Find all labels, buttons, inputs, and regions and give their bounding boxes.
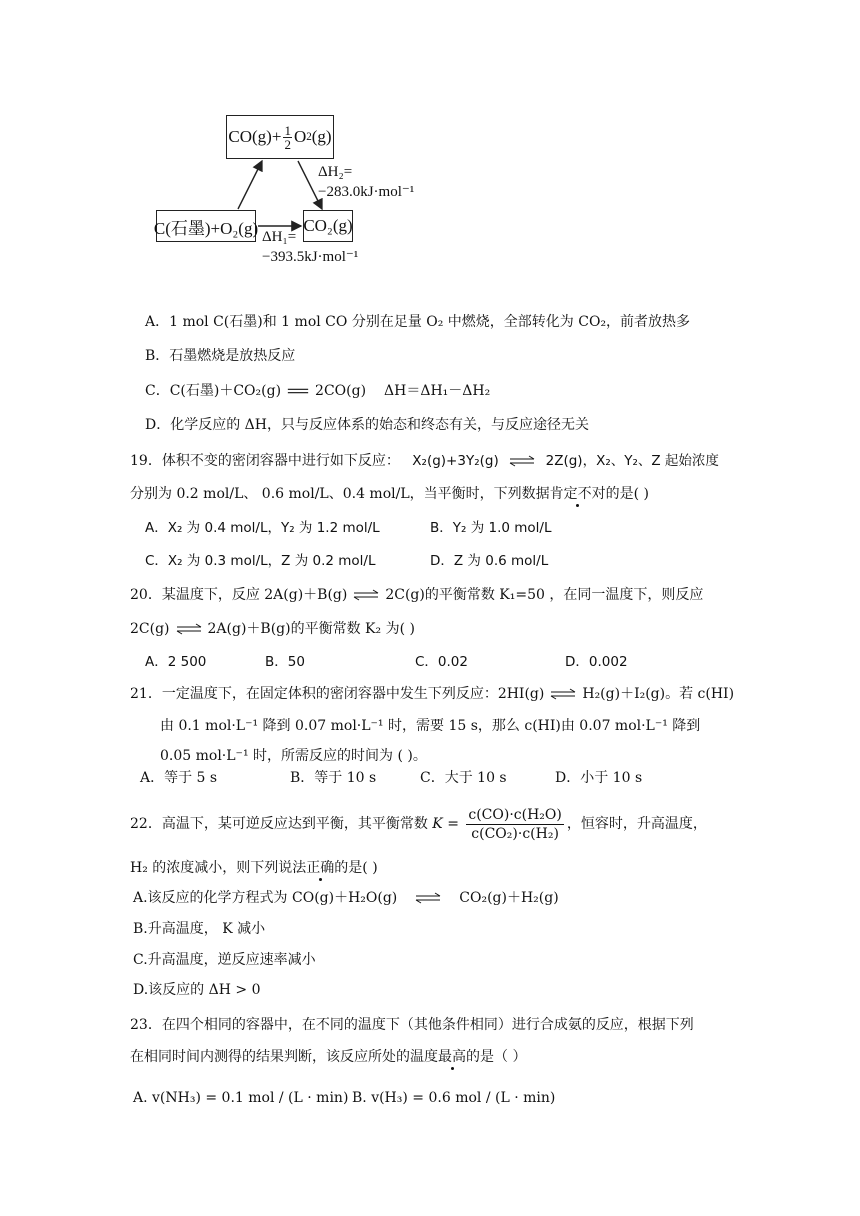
q22-option-a: A.该反应的化学方程式为 CO(g)＋H₂O(g) CO₂(g)＋H₂(g) <box>133 890 559 906</box>
q22-stem-line1: 22．高温下，某可逆反应达到平衡，其平衡常数 K = $\frac{\text{c(CO)·c(H₂O)}}{\text{c(CO₂)·c(H₂)}}$ ，恒容时，升高温度， <box>130 806 707 842</box>
equilibrium-arrow-icon <box>550 688 576 700</box>
q23-option-b: B. v(H₃) = 0.6 mol / (L · min) <box>352 1090 556 1106</box>
q22-option-b: B.升高温度， K 减小 <box>133 921 266 937</box>
equilibrium-arrow-icon <box>353 589 379 601</box>
q21-option-a: A．等于 5 s <box>140 770 218 786</box>
dh2-label: ΔH₂= <box>318 164 353 180</box>
q20-stem-line2: 2C(g) 2A(g)＋B(g)的平衡常数 K₂ 为( ) <box>130 621 415 637</box>
q21-stem-line3: 0.05 mol·L⁻¹ 时，所需反应的时间为 ( )。 <box>160 748 427 764</box>
q23-option-a: A. v(NH₃) = 0.1 mol / (L · min) <box>133 1090 349 1106</box>
dh2-value: −283.0kJ·mol⁻¹ <box>318 184 415 200</box>
q21-option-c: C．大于 10 s <box>420 770 507 786</box>
q20-stem-line1: 20．某温度下，反应 2A(g)＋B(g) 2C(g)的平衡常数 K₁=50 ，在同一温度下，则反应 <box>130 587 704 603</box>
box-graphite-o2: C(石墨)+O₂(g) <box>156 210 256 242</box>
q21-option-b: B．等于 10 s <box>290 770 377 786</box>
q21-stem-line2: 由 0.1 mol·L⁻¹ 降到 0.07 mol·L⁻¹ 时，需要 15 s，那么 c(HI)由 0.07 mol·L⁻¹ 降到 <box>160 718 701 734</box>
emphasis-text: 肯定不对 <box>549 486 606 502</box>
equilibrium-arrow-icon <box>176 623 202 635</box>
arrow-up-left <box>238 161 262 209</box>
q18-option-c: C．C(石墨)＋CO₂(g) 2CO(g) ΔH＝ΔH₁－ΔH₂ <box>145 383 491 399</box>
q19-stem-line2: 分别为 0.2 mol/L、 0.6 mol/L、0.4 mol/L，当平衡时，下列数据肯定不对的是( ) <box>130 486 650 502</box>
dh1-label: ΔH₁= <box>262 229 297 245</box>
equilibrium-constant-fraction: $\frac{\text{c(CO)·c(H₂O)}}{\text{c(CO₂)·c(H₂)}}$ <box>468 806 562 842</box>
q19-stem-line1: 19．体积不变的密闭容器中进行如下反应： X₂(g)+3Y₂(g) 2Z(g)，X₂、Y₂、Z 起始浓度 <box>130 453 719 469</box>
q18-option-b: B．石墨燃烧是放热反应 <box>145 348 296 364</box>
k-symbol: K = <box>432 816 459 832</box>
q20-option-d: D．0.002 <box>565 654 628 670</box>
q20-option-c: C．0.02 <box>415 654 468 670</box>
equals-sign-icon <box>287 385 309 397</box>
q19-option-a: A．X₂ 为 0.4 mol/L，Y₂ 为 1.2 mol/L <box>145 520 380 536</box>
emphasis-text: 最高 <box>438 1049 466 1065</box>
fraction-half: $\frac{1}{2}$ <box>284 122 291 152</box>
dh1-value: −393.5kJ·mol⁻¹ <box>262 249 359 265</box>
q18-option-a: A．1 mol C(石墨)和 1 mol CO 分别在足量 O₂ 中燃烧，全部转化为 CO₂，前者放热多 <box>145 314 691 330</box>
box-co2: CO₂(g) <box>303 210 353 242</box>
q19-option-b: B．Y₂ 为 1.0 mol/L <box>430 520 552 536</box>
q23-stem-line1: 23．在四个相同的容器中，在不同的温度下（其他条件相同）进行合成氨的反应，根据下列 <box>130 1017 694 1033</box>
emphasis-text: 正确 <box>306 860 335 876</box>
q20-option-a: A．2 500 <box>145 654 207 670</box>
box-co-o2: CO(g)+ $\frac{1}{2}$ O 2 (g) <box>226 115 334 159</box>
q19-option-d: D．Z 为 0.6 mol/L <box>430 553 549 569</box>
q23-stem-line2: 在相同时间内测得的结果判断，该反应所处的温度最高的是（ ） <box>130 1049 527 1065</box>
q22-option-c: C.升高温度，逆反应速率减小 <box>133 952 316 968</box>
q21-option-d: D．小于 10 s <box>555 770 643 786</box>
q22-stem-line2: H₂ 的浓度减小，则下列说法正确的是( ) <box>130 860 378 876</box>
q20-option-b: B．50 <box>265 654 305 670</box>
q18-option-d: D．化学反应的 ΔH，只与反应体系的始态和终态有关，与反应途径无关 <box>145 417 589 433</box>
equilibrium-arrow-icon <box>509 455 535 467</box>
enthalpy-cycle-diagram <box>150 105 450 275</box>
q21-stem-line1: 21．一定温度下，在固定体积的密闭容器中发生下列反应：2HI(g) H₂(g)＋I₂(g)。若 c(HI) <box>130 686 735 702</box>
q19-option-c: C．X₂ 为 0.3 mol/L，Z 为 0.2 mol/L <box>145 553 376 569</box>
equilibrium-arrow-icon <box>415 892 441 904</box>
q22-option-d: D.该反应的 ΔH > 0 <box>133 982 261 998</box>
